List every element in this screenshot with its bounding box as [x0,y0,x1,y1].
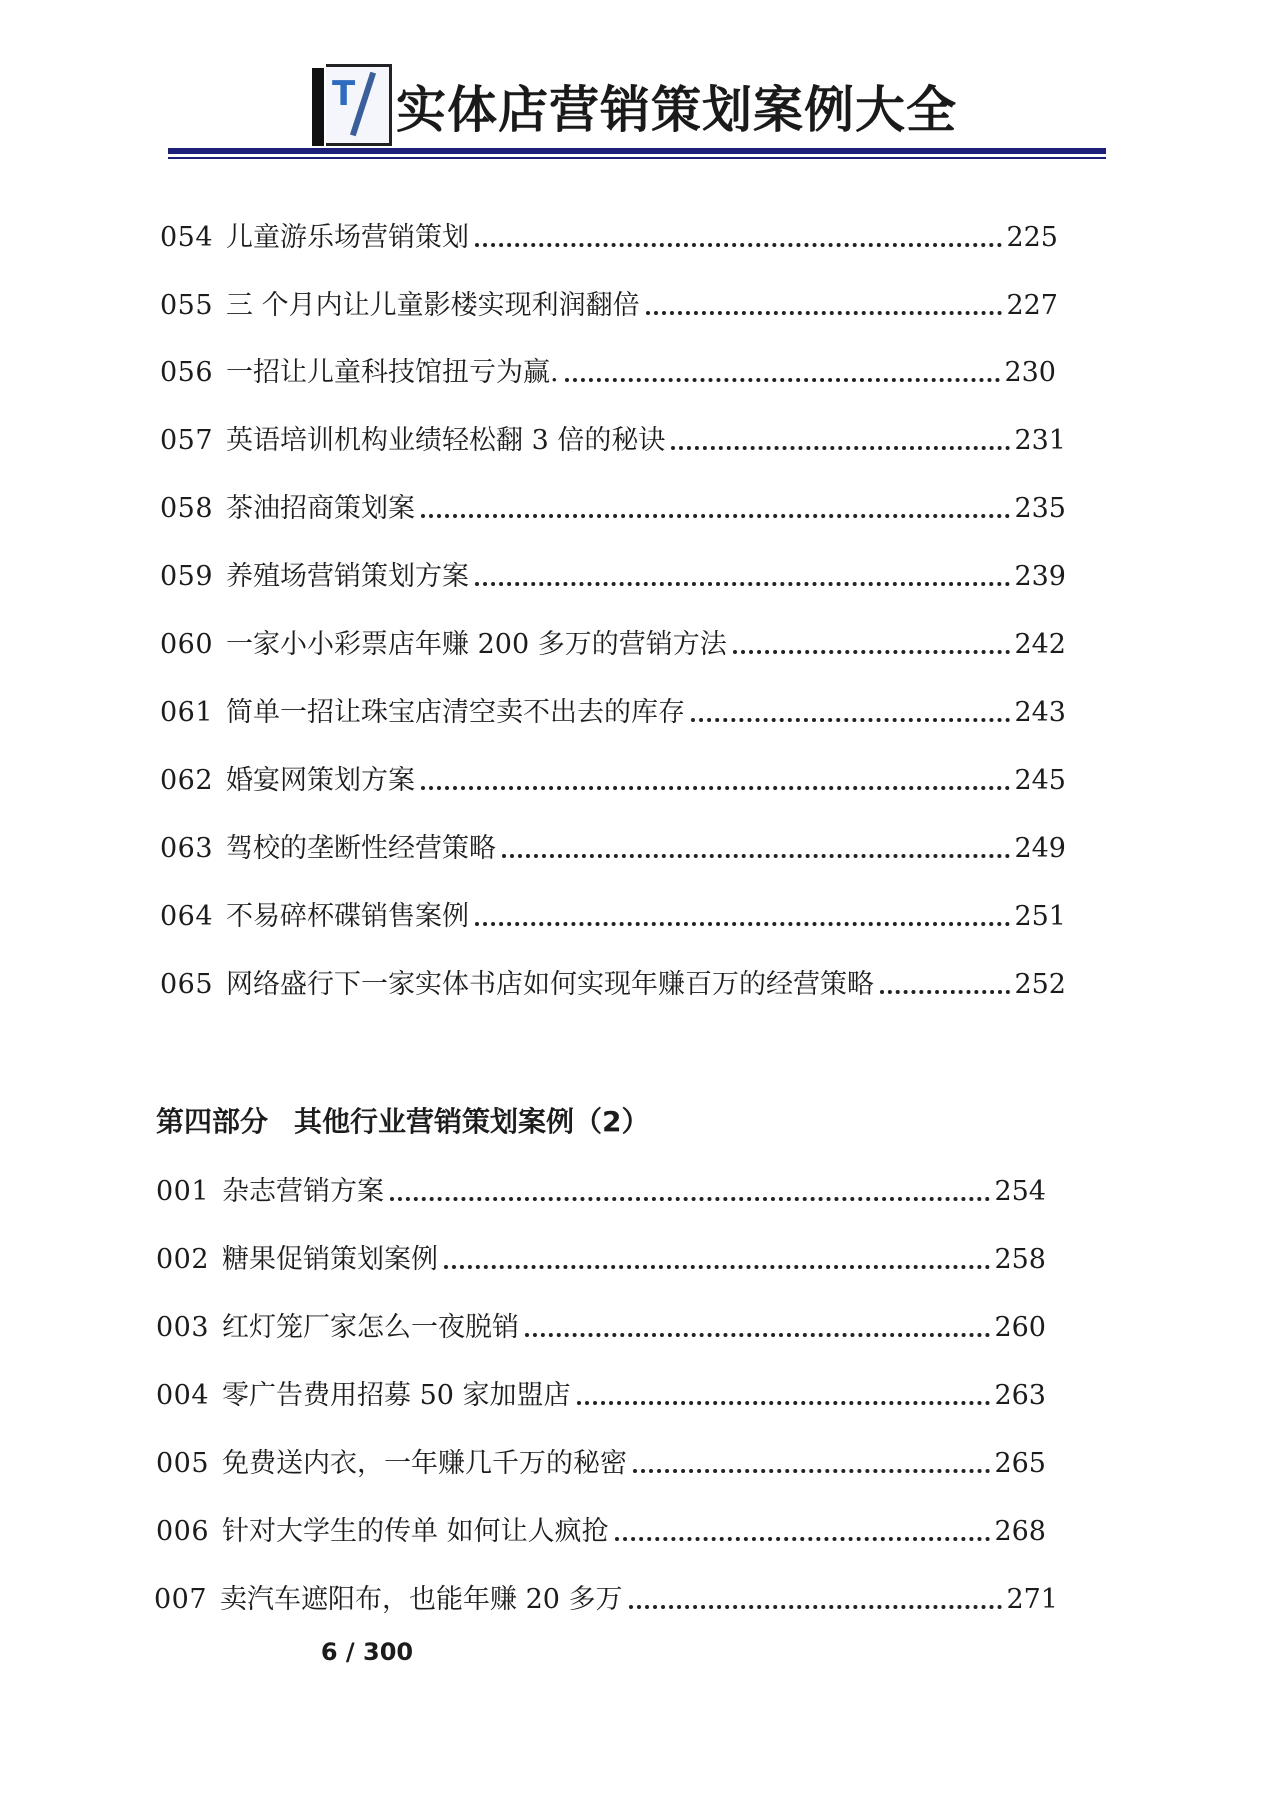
toc-entry-page: 265 [994,1448,1046,1479]
toc-entry-page: 254 [994,1176,1046,1207]
page-indicator: 6 / 300 [320,1638,414,1666]
toc-entry-number: 003 [156,1312,210,1343]
toc-entry-page: 251 [1014,901,1066,932]
toc-entry-page: 258 [994,1244,1046,1275]
dot-leader [577,1401,991,1405]
dot-leader [880,990,1010,994]
toc-entry-page: 268 [994,1516,1046,1547]
toc-entry-number: 058 [160,493,214,524]
toc-entry-page: 231 [1014,425,1066,456]
dot-leader [671,446,1010,450]
toc-entry[interactable] [160,353,1056,393]
toc-entry-page: 249 [1014,833,1066,864]
header-title: 实体店营销策划案例大全 [396,81,957,139]
header-rule-thin [168,157,1106,159]
toc-entry-page: 243 [1014,697,1066,728]
toc-entry-number: 061 [160,697,214,728]
toc-entry[interactable] [160,286,1058,326]
toc-entry[interactable] [160,421,1066,461]
dot-leader [475,922,1010,926]
page-header [0,0,1272,170]
toc-entry-number: 059 [160,561,214,592]
toc-entry-page: 230 [1004,357,1056,388]
toc-entry-page: 252 [1014,969,1066,1000]
toc-entry-page: 227 [1006,290,1058,321]
toc-entry-title: 免费送内衣，一年赚几千万的秘密 [222,1448,627,1479]
dot-leader [646,311,1003,315]
dot-leader [475,582,1010,586]
toc-entry-title: 婚宴网策划方案 [226,765,415,796]
toc-entry-title: 网络盛行下一家实体书店如何实现年赚百万的经营策略 [226,969,874,1000]
toc-entry[interactable] [156,1376,1046,1416]
toc-entry-number: 054 [160,222,214,253]
toc-entry-number: 001 [156,1176,210,1207]
dot-leader [615,1537,991,1541]
logo-bar [312,68,324,146]
toc-entry[interactable] [160,489,1066,529]
dot-leader [421,514,1010,518]
toc-entry-title: 一招让儿童科技馆扭亏为赢. [226,357,559,388]
toc-entry[interactable] [160,965,1066,1005]
toc-entry-number: 065 [160,969,214,1000]
toc-entry-number: 007 [154,1584,208,1615]
toc-entry-title: 养殖场营销策划方案 [226,561,469,592]
toc-entry-title: 茶油招商策划案 [226,493,415,524]
toc-entry-number: 060 [160,629,214,660]
toc-entry-number: 005 [156,1448,210,1479]
toc-entry[interactable] [160,829,1066,869]
dot-leader [565,378,1001,382]
toc-entry[interactable] [160,557,1066,597]
toc-entry-title: 驾校的垄断性经营策略 [226,833,496,864]
toc-entry[interactable] [154,1580,1058,1620]
toc-entry-number: 006 [156,1516,210,1547]
toc-entry-page: 242 [1014,629,1066,660]
toc-entry-number: 063 [160,833,214,864]
toc-entry-page: 239 [1014,561,1066,592]
toc-entry-number: 055 [160,290,214,321]
dot-leader [475,243,1002,247]
dot-leader [390,1197,990,1201]
dot-leader [691,718,1010,722]
section-part: 第四部分 [156,1105,269,1138]
toc-entry[interactable] [156,1308,1046,1348]
toc-entry[interactable] [156,1444,1046,1484]
toc-entry-number: 057 [160,425,214,456]
toc-entry-title: 儿童游乐场营销策划 [226,222,469,253]
toc-entry[interactable] [160,625,1066,665]
toc-entry-title: 一家小小彩票店年赚 200 多万的营销方法 [226,629,727,660]
dot-leader [525,1333,990,1337]
toc-entry-page: 245 [1014,765,1066,796]
toc-entry-page: 271 [1006,1584,1058,1615]
toc-entry-page: 263 [994,1380,1046,1411]
book-pen-logo-icon: T [326,64,392,146]
toc-entry[interactable] [156,1172,1046,1212]
toc-entry[interactable] [156,1240,1046,1280]
toc-entry[interactable] [160,897,1066,937]
toc-entry[interactable] [160,218,1058,258]
section-heading [156,1100,650,1144]
toc-entry-page: 260 [994,1312,1046,1343]
toc-entry-number: 004 [156,1380,210,1411]
toc-entry[interactable] [160,693,1066,733]
toc-entry-title: 英语培训机构业绩轻松翻 3 倍的秘诀 [226,425,666,456]
toc-entry-page: 225 [1006,222,1058,253]
toc-entry-title: 简单一招让珠宝店清空卖不出去的库存 [226,697,685,728]
toc-entry-title: 糖果促销策划案例 [222,1244,438,1275]
toc-entry[interactable] [156,1512,1046,1552]
toc-entry-title: 杂志营销方案 [222,1176,384,1207]
dot-leader [502,854,1010,858]
toc-entry-number: 002 [156,1244,210,1275]
toc-entry-number: 064 [160,901,214,932]
toc-entry-title: 三 个月内让儿童影楼实现利润翻倍 [226,290,640,321]
dot-leader [444,1265,990,1269]
header-rule-thick [168,148,1106,154]
toc-entry-number: 056 [160,357,214,388]
toc-entry-page: 235 [1014,493,1066,524]
dot-leader [629,1605,1003,1609]
toc-entry-title: 卖汽车遮阳布，也能年赚 20 多万 [220,1584,623,1615]
toc-entry-title: 红灯笼厂家怎么一夜脱销 [222,1312,519,1343]
toc-entry-title: 针对大学生的传单 如何让人疯抢 [222,1516,609,1547]
toc-entry[interactable] [160,761,1066,801]
dot-leader [633,1469,990,1473]
toc-entry-title: 不易碎杯碟销售案例 [226,901,469,932]
dot-leader [421,786,1010,790]
toc-entry-title: 零广告费用招募 50 家加盟店 [222,1380,571,1411]
toc-entry-number: 062 [160,765,214,796]
section-name: 其他行业营销策划案例（2） [294,1105,650,1138]
dot-leader [733,650,1011,654]
